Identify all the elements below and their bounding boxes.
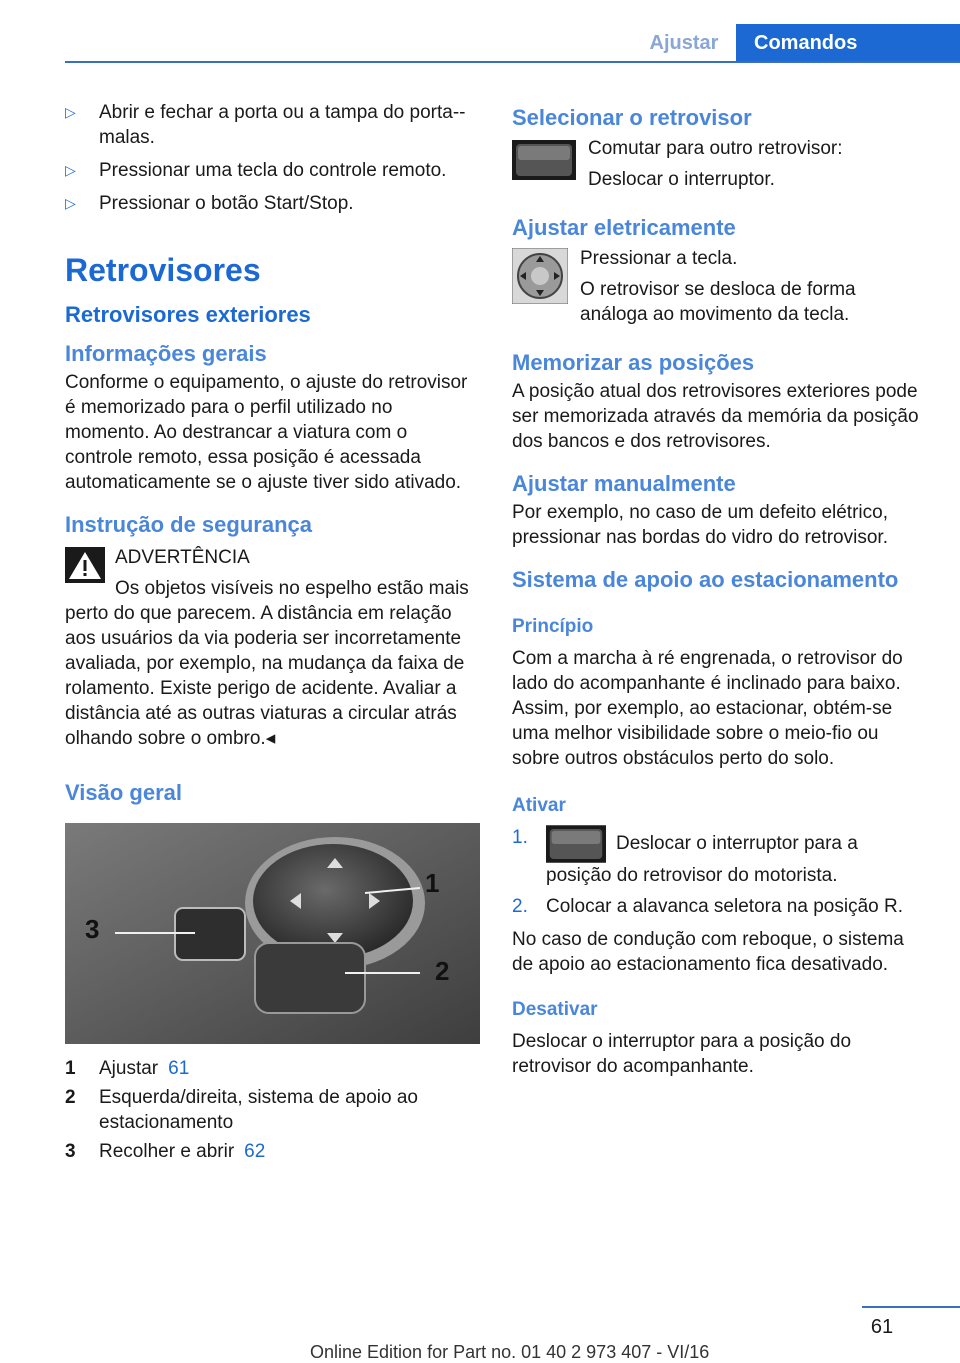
heading-instrucao-seguranca: Instrução de segurança [65, 512, 312, 537]
photo-label-2: 2 [435, 956, 450, 986]
section-tab-ajustar[interactable]: Ajustar [649, 32, 719, 54]
mirror-controls-photo [65, 823, 480, 1044]
heading-desativar: Desativar [512, 999, 598, 1020]
activate-step: 2. Colocar a alavanca seletora na posição R. [512, 896, 903, 917]
warning-text: Os objetos visíveis no espelho estão mais perto do que parecem. A distância em relação aos usuários da via poderia ser incorretamente avaliada, por exemplo, na mudança da faixa de rolamento. Existe perigo de acidente. Avaliar a distância até as outras viaturas a circular atrás olhando sobre o ombro.◂ [65, 578, 469, 749]
heading-ajustar-eletricamente: Ajustar eletricamente [512, 215, 736, 240]
info-paragraph: Conforme o equipamento, o ajuste do retrovisor é memorizado para o perfil utilizado no momento. Ao destrancar a viatura com o controle remoto, essa posição é acessada automaticamente se o ajuste tiver sido ativado. [65, 372, 468, 493]
bullet-item: ▷ Pressionar o botão Start/Stop. [65, 193, 354, 214]
warning-label: ADVERTÊNCIA [115, 547, 250, 568]
page-link[interactable]: 62 [244, 1141, 266, 1162]
deactivate-paragraph: Deslocar o interruptor para a posição do retrovisor do acompanhante. [512, 1031, 852, 1077]
manual-paragraph: Por exemplo, no caso de um defeito elétrico, pressionar nas bordas do vidro do retrovisor. [512, 502, 888, 548]
heading-sistema-apoio-estacionamento: Sistema de apoio ao estacionamento [512, 567, 899, 592]
legend-item: 2 Esquerda/direita, sistema de apoio ao estacionamento [65, 1087, 418, 1133]
legend-item: 1 Ajustar 61 [65, 1058, 190, 1079]
page-number-rule [862, 1306, 960, 1308]
heading-selecionar-retrovisor: Selecionar o retrovisor [512, 105, 752, 130]
memory-paragraph: A posição atual dos retrovisores exteriores pode ser memorizada através da memória da posição dos bancos e dos retrovisores. [512, 381, 919, 452]
left-column [65, 100, 480, 1164]
mirror-adjust-pad-icon [512, 248, 568, 304]
photo-label-3: 3 [85, 914, 100, 944]
mirror-switch-icon [546, 825, 606, 863]
trailer-paragraph: No caso de condução com reboque, o sistema de apoio ao estacionamento fica desativado. [512, 929, 904, 975]
chapter-tab-comandos[interactable]: Comandos [736, 24, 960, 63]
electric-adjust-row: Pressionar a tecla. O retrovisor se desloca de forma análoga ao movimento da tecla. [512, 246, 927, 327]
mirror-switch-icon [512, 140, 576, 180]
triangle-bullet-icon: ▷ [65, 162, 76, 178]
heading-ativar: Ativar [512, 795, 566, 816]
end-marker-icon: ◂ [265, 728, 276, 749]
heading-memorizar-posicoes: Memorizar as posições [512, 350, 755, 375]
heading-visao-geral: Visão geral [65, 780, 182, 805]
bullet-item: ▷ Pressionar uma tecla do controle remoto. [65, 160, 447, 181]
warning-triangle-icon [65, 547, 105, 583]
triangle-bullet-icon: ▷ [65, 195, 76, 211]
heading-retrovisores-exteriores: Retrovisores exteriores [65, 302, 311, 327]
page-link[interactable]: 61 [168, 1058, 190, 1079]
page-number: 61 [870, 1316, 894, 1338]
triangle-bullet-icon: ▷ [65, 104, 76, 120]
warning-block [65, 541, 480, 751]
heading-retrovisores: Retrovisores [65, 252, 261, 288]
select-mirror-row: Comutar para outro retrovisor: Deslocar o interruptor. [512, 136, 927, 192]
right-column [512, 100, 927, 1079]
bullet-item: ▷ Abrir e fechar a porta ou a tampa do porta--malas. [65, 102, 466, 148]
header-rule [65, 61, 960, 63]
principle-paragraph: Com a marcha à ré engrenada, o retrovisor do lado do acompanhante é inclinado para baixo. Assim, por exemplo, ao estacionar, obtém-se uma melhor visibilidade sobre o meio-fio ou sobre outros obstáculos perto do solo. [512, 648, 903, 769]
activate-step: 1. Deslocar o interruptor para a posição do retrovisor do motorista. [512, 827, 858, 886]
heading-ajustar-manualmente: Ajustar manualmente [512, 471, 736, 496]
mirror-controls-illustration [65, 823, 480, 1044]
heading-informacoes-gerais: Informações gerais [65, 341, 267, 366]
photo-label-1: 1 [425, 868, 440, 898]
edition-footer: Online Edition for Part no. 01 40 2 973 407 - VI/16 [310, 1342, 710, 1362]
legend-item: 3 Recolher e abrir 62 [65, 1141, 266, 1162]
heading-principio: Princípio [512, 616, 594, 637]
